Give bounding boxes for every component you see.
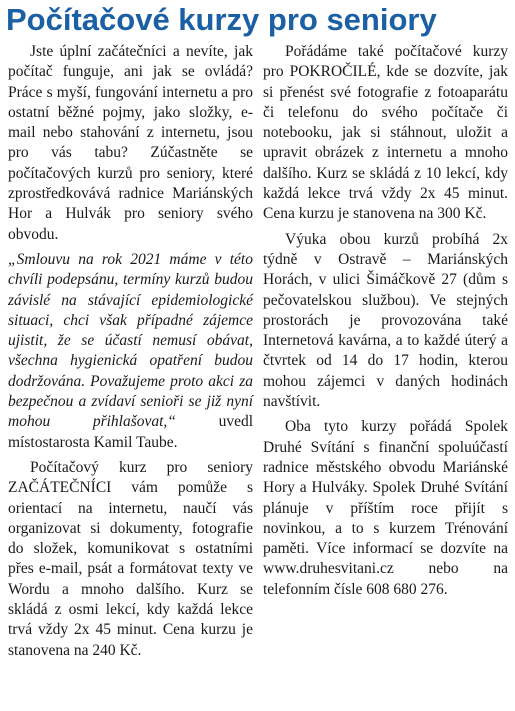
article-title: Počítačové kurzy pro seniory (6, 2, 437, 37)
beginners-course-paragraph: Počítačový kurz pro seniory ZAČÁTEČNÍCI vám pomůže s orientací na internetu, naučí vás organizovat si dokumenty, fotografie do složek, komunikovat s ostatními přes e-mail, psát a formátovat texty ve Wordu a mnoho dalšího. Kurz se skládá z osmi lekcí, kdy každá lekce trvá vždy 2x 45 minut. Cena kurzu je stanovena na 240 Kč. (8, 458, 253, 659)
left-column (8, 42, 253, 666)
right-column (263, 42, 508, 605)
intro-paragraph: Jste úplní začátečníci a nevíte, jak počítač funguje, ani jak se ovládá? Práce s myší, fungování internetu a pro ostatní běžné pojmy, jako složky, e-mail nebo stahování z internetu, jsou pro vás tabu? Zúčastněte se počítačových kurzů pro seniory, které zprostředkovává radnice Mariánských Hor a Hulvák pro seniory svého obvodu. (8, 43, 253, 243)
quote-text: „Smlouvu na rok 2021 máme v této chvíli podepsánu, termíny kurzů budou závislé na stávající epidemiologické situaci, chci však případné zájemce ujistit, že se účastí nemusí obávat, všechna hygienická opatření budou dodržována. Považujeme proto akci za bezpečnou a zvídaví senioři se již nyní mohou přihlašovat,“ (8, 250, 253, 431)
quote-paragraph (8, 250, 253, 453)
location-paragraph: Výuka obou kurzů probíhá 2x týdně v Ostravě – Mariánských Horách, v ulici Šimáčkově 27 (dům s pečovatelskou službou). Ve stejných prostorách je provozována také Internetová kavárna, a to každé úterý a čtvrtek od 14 do 17 hodin, kterou mohou zájemci v daných hodinách navštívit. (263, 230, 508, 411)
quote-attribution: uvedl místostarosta Kamil Taube. (8, 413, 253, 451)
advanced-course-paragraph: Pořádáme také počítačové kurzy pro POKROČILÉ, kde se dozvíte, jak si přenést své fotografie z fotoaparátu či telefonu do svého počítače či notebooku, jak si stáhnout, uložit a upravit obrázek z internetu a mnoho dalšího. Kurz se skládá z 10 lekcí, kdy každá lekce trvá vždy 2x 45 minut. Cena kurzu je stanovena na 300 Kč. (263, 43, 508, 223)
organizer-paragraph: Oba tyto kurzy pořádá Spolek Druhé Svítání s finanční spoluúčastí radnice městského obvodu Mariánské Hory a Hulváky. Spolek Druhé Svítání plánuje v příštím roce přijít s novinkou, a to s kurzem Trénování paměti. Více informací se dozvíte na www.druhesvitani.cz nebo na telefonním čísle 608 680 276. (263, 418, 508, 598)
